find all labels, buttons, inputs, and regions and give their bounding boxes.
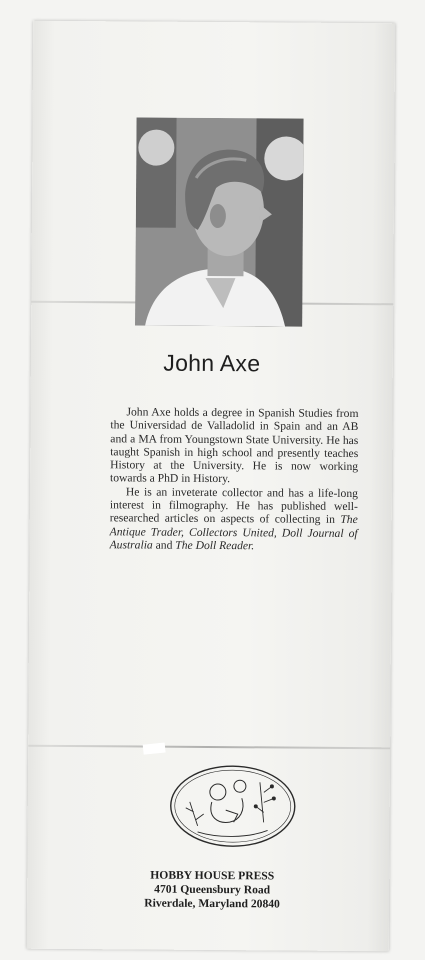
author-photo: [135, 117, 303, 326]
bio-conjunction: and: [155, 538, 173, 552]
publication-doll-reader: The Doll Reader.: [175, 538, 255, 553]
publication-antique-trader: The Antique Trader,: [109, 513, 358, 539]
publisher-logo-icon: [167, 762, 299, 851]
publisher-name: HOBBY HOUSE PRESS: [150, 868, 275, 883]
publisher-emblem: [167, 762, 299, 851]
publisher-address: [27, 868, 397, 913]
paper-tear: [143, 743, 166, 755]
publisher-street: 4701 Queensbury Road: [154, 882, 271, 897]
author-name: John Axe: [163, 349, 261, 377]
bio-paragraph-2-text: He is an inveterate collector and has a life-long interest in filmography. He has published well-researched articles on aspects of collecting in: [109, 485, 358, 527]
bio-paragraph-2: [110, 485, 358, 553]
bio-paragraph-1: John Axe holds a degree in Spanish Studies from the Universidad de Valladolid in Spain and an AB and a MA from Youngstown State University. He has taught Spanish in high school and presently teaches History at the University. He is now working towards a PhD in History.: [110, 405, 359, 486]
book-jacket-flap: [27, 21, 395, 952]
fold-crease: [28, 745, 390, 750]
publication-list: Collectors United, Doll Journal of Australia: [109, 525, 358, 552]
author-biography: [110, 405, 359, 553]
author-portrait-image: [135, 117, 303, 326]
publisher-city: Riverdale, Maryland 20840: [144, 896, 280, 911]
